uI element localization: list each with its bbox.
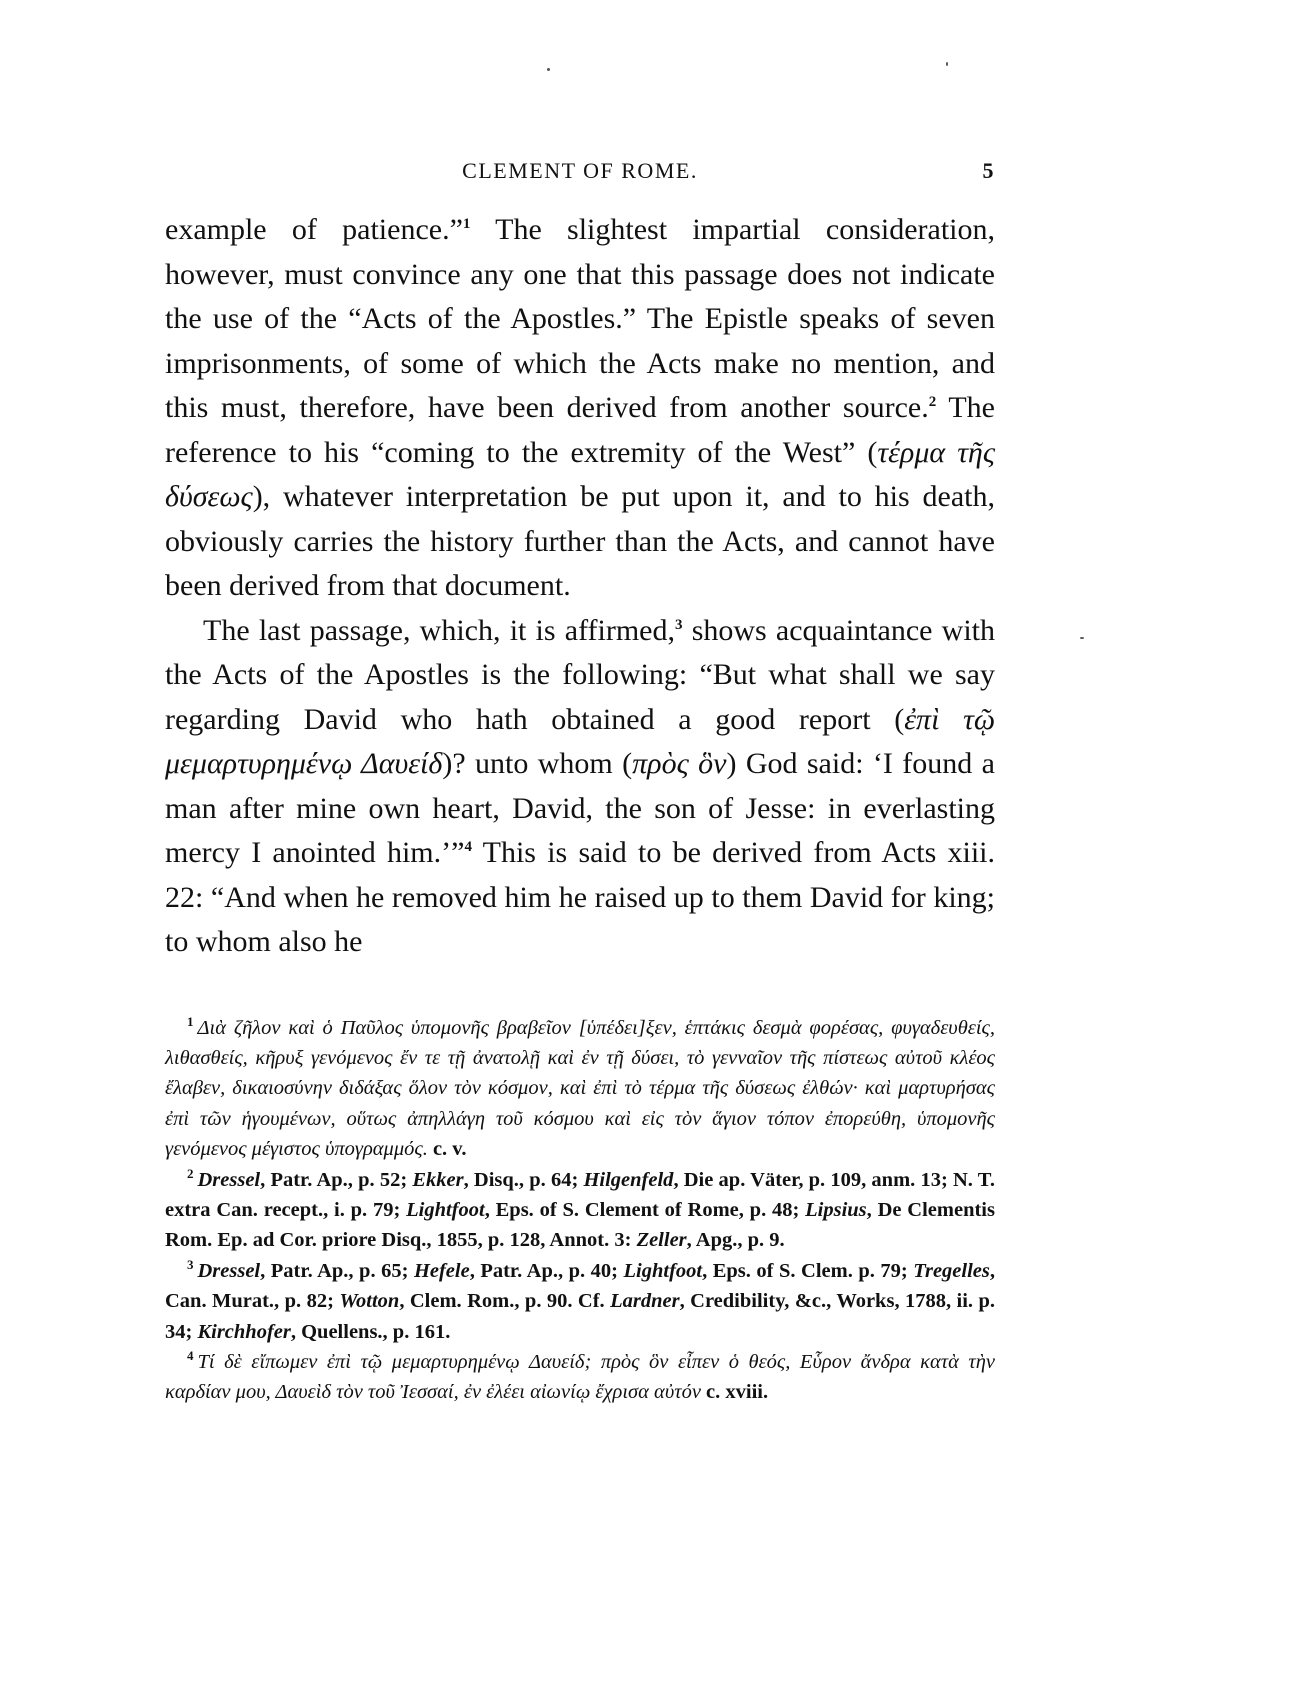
citation-text: , Eps. of S. Clement of Rome, p. 48; <box>484 1198 806 1221</box>
citation-text: , Patr. Ap., p. 40; <box>469 1259 624 1282</box>
speck <box>1080 637 1084 639</box>
speck <box>547 68 550 71</box>
citation-text: , Disq., p. 64; <box>463 1168 584 1191</box>
author-name: Zeller <box>636 1229 687 1252</box>
page-number: 5 <box>982 158 995 183</box>
footnote-mark: 2 <box>187 1165 194 1181</box>
citation-text: , Eps. of S. Clem. p. 79; <box>702 1259 914 1282</box>
text-span: example of patience.” <box>165 213 463 246</box>
author-name: Dressel <box>197 1259 261 1282</box>
running-title: CLEMENT OF ROME. <box>462 158 698 183</box>
author-name: Tregelles <box>913 1259 990 1282</box>
text-span: ), whatever interpretation be put upon it, and to his death, obviously carries the history further than the Acts, and cannot have been derived from that document. <box>165 480 995 602</box>
greek-quote: Τί δὲ εἴπωμεν ἐπὶ τῷ μεμαρτυρημένῳ Δαυείδ; πρὸς ὃν εἶπεν ὁ θεός, Εὗρον ἄνδρα κατὰ τὴν καρδίαν μου, Δαυεὶδ τὸν τοῦ Ἰεσσαί, ἐν ἐλέει αἰωνίῳ ἔχρισα αὐτόν <box>165 1350 995 1404</box>
speck <box>946 62 948 66</box>
greek-phrase: ἐπὶ τῷ μεμαρτυρημένῳ Δαυείδ <box>165 702 995 780</box>
author-name: Lightfoot <box>623 1259 703 1282</box>
citation-text: , Can. Murat., p. 82; <box>165 1259 995 1313</box>
footnote-mark: 3 <box>187 1256 194 1272</box>
footnote-ref-text: c. v. <box>427 1138 467 1161</box>
author-name: Lightfoot <box>406 1198 485 1221</box>
author-name: Wotton <box>339 1290 400 1313</box>
page-header <box>165 150 995 190</box>
book-page <box>165 150 995 1408</box>
paragraph <box>165 208 995 609</box>
footnote-ref-text: c. xviii. <box>700 1381 769 1404</box>
citation-text: , Credibility, &c., Works, 1788, ii. p. 34; <box>165 1290 996 1343</box>
text-span: ) God said: ‘I found a man after mine own heart, David, the son of Jesse: in everlasting mercy I anointed him.’” <box>165 747 996 869</box>
citation-text: , Patr. Ap., p. 65; <box>260 1259 414 1282</box>
footnotes <box>165 1013 995 1408</box>
paragraph <box>165 609 995 965</box>
author-name: Kirchhofer <box>197 1320 291 1343</box>
greek-phrase: πρὸς ὃν <box>632 747 727 780</box>
text-span: The last passage, which, it is affirmed, <box>203 613 675 647</box>
greek-quote: Διὰ ζῆλον καὶ ὁ Παῦλος ὑπομονῆς βραβεῖον [ὑπέδει]ξεν, ἑπτάκις δεσμὰ φορέσας, φυγαδευθείς, λιθασθείς, κῆρυξ γενόμενος ἔν τε τῇ ἀνατολῇ καὶ ἐν τῇ δύσει, τὸ γενναῖον τῆς πίστεως αὐτοῦ κλέος ἔλαβεν, δικαιοσύνην διδάξας ὅλον τὸν κόσμον, καὶ ἐπὶ τὸ τέρμα τῆς δύσεως ἐλθών· καὶ μαρτυρήσας ἐπὶ τῶν ἡγουμένων, οὕτως ἀπηλλάγη τοῦ κόσμου καὶ εἰς τὸν ἅγιον τόπον ἐπορεύθη, ὑπομονῆς γενόμενος μέγιστος ὑπογραμμός. <box>165 1016 995 1161</box>
footnote <box>165 1256 995 1347</box>
citation-text: , De Clementis Rom. Ep. ad Cor. priore Disq., 1855, p. 128, Annot. 3: <box>165 1198 995 1252</box>
text-span: This is said to be derived from Acts xiii. 22: “And when he removed him he raised up to them David for king; to whom also he <box>165 836 995 958</box>
text-span: The slightest impartial consideration, however, must convince any one that this passage does not indicate the use of the “Acts of the Apostles.” The Epistle speaks of seven imprisonments, of some of which the Acts make no mention, and this must, therefore, have been derived from another source. <box>165 213 996 424</box>
author-name: Lardner <box>610 1290 680 1313</box>
citation-text: , Clem. Rom., p. 90. Cf. <box>399 1290 611 1313</box>
footnote <box>165 1013 995 1165</box>
author-name: Dressel <box>197 1168 261 1191</box>
text-span: The reference to his “coming to the extremity of the West” ( <box>165 391 995 469</box>
author-name: Hefele <box>413 1259 470 1282</box>
citation-text: , Apg., p. 9. <box>686 1229 785 1252</box>
greek-phrase: τέρμα τῆς δύσεως <box>165 435 995 513</box>
citation-text: , Quellens., p. 161. <box>290 1320 451 1343</box>
author-name: Lipsius <box>805 1198 867 1221</box>
citation-text: , Patr. Ap., p. 52; <box>260 1168 413 1191</box>
author-name: Hilgenfeld <box>583 1168 674 1191</box>
footnote-ref: 2 <box>928 394 937 410</box>
text-span: shows acquaintance with the Acts of the Apostles is the following: “But what shall we say regarding David who hath obtained a good report ( <box>165 613 995 736</box>
text-span: )? unto whom ( <box>442 747 633 780</box>
citation-text: , Die ap. Väter, p. 109, anm. 13; N. T. extra Can. recept., i. p. 79; <box>165 1168 996 1221</box>
footnote-mark: 4 <box>187 1348 194 1364</box>
footnote-ref: 4 <box>464 839 472 855</box>
author-name: Ekker <box>412 1168 464 1191</box>
footnote-mark: 1 <box>187 1013 194 1029</box>
body-text <box>165 208 995 965</box>
footnote <box>165 1165 995 1256</box>
footnote-ref: 3 <box>675 616 683 633</box>
footnote-ref: 1 <box>462 216 471 232</box>
footnote <box>165 1347 995 1408</box>
